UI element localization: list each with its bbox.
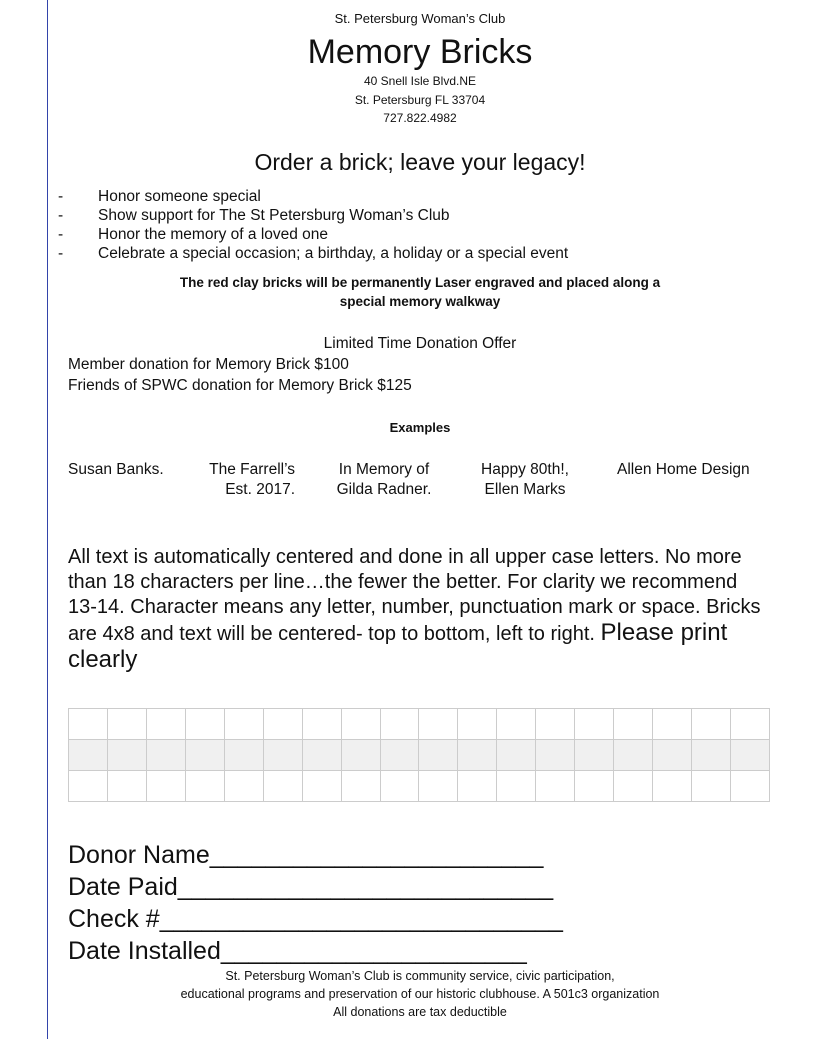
grid-cell[interactable] [536,740,575,771]
example-item [322,460,446,500]
examples-heading: Examples [389,420,451,435]
grid-cell[interactable] [653,709,692,740]
grid-cell[interactable] [692,771,731,802]
grid-cell[interactable] [614,709,653,740]
grid-cell[interactable] [575,709,614,740]
address-line-2: St. Petersburg FL 33704 [354,93,486,107]
instructions-paragraph [68,545,768,674]
member-price: Member donation for Memory Brick $100 [68,356,349,373]
reasons-list [58,187,758,263]
grid-cell[interactable] [263,740,302,771]
list-item [58,244,758,263]
list-item-text: Celebrate a special occasion; a birthday, a holiday or a special event [98,245,569,262]
print-clearly-note: Please print clearly [68,619,728,673]
example-line-1: Happy 80th!, [481,461,569,478]
grid-cell[interactable] [146,771,185,802]
example-item [617,460,750,480]
grid-cell[interactable] [224,709,263,740]
grid-cell[interactable] [575,771,614,802]
grid-cell[interactable] [341,709,380,740]
grid-cell[interactable] [185,709,224,740]
example-line-1: The Farrell’s [209,461,295,478]
example-line-2: Est. 2017. [225,481,295,498]
grid-cell[interactable] [146,709,185,740]
grid-cell[interactable] [107,709,146,740]
bullet-dash: - [58,245,64,262]
donor-name-field[interactable]: Donor Name________________________ [68,841,544,869]
grid-row [69,709,770,740]
grid-cell[interactable] [107,740,146,771]
page-title: Memory Bricks [307,33,533,71]
example-line-2: Ellen Marks [484,481,566,498]
grid-cell[interactable] [69,709,108,740]
grid-cell[interactable] [185,740,224,771]
grid-cell[interactable] [419,771,458,802]
bullet-dash: - [58,207,64,224]
grid-cell[interactable] [263,771,302,802]
club-name: St. Petersburg Woman’s Club [334,11,506,26]
grid-cell[interactable] [497,740,536,771]
grid-cell[interactable] [341,740,380,771]
grid-cell[interactable] [458,709,497,740]
engraving-note-line-2: special memory walkway [339,294,501,309]
example-item [68,460,164,480]
example-line-2: Gilda Radner. [336,481,432,498]
grid-row [69,771,770,802]
grid-cell[interactable] [614,740,653,771]
example-line-1: Susan Banks. [68,461,164,478]
grid-cell[interactable] [224,771,263,802]
example-line-1: In Memory of [338,461,430,478]
grid-cell[interactable] [302,709,341,740]
grid-cell[interactable] [497,709,536,740]
grid-cell[interactable] [263,709,302,740]
grid-cell[interactable] [614,771,653,802]
list-item-text: Honor the memory of a loved one [98,226,329,243]
footer-line-3: All donations are tax deductible [333,1005,507,1019]
grid-cell[interactable] [302,740,341,771]
bullet-dash: - [58,188,64,205]
grid-cell[interactable] [419,709,458,740]
grid-cell[interactable] [69,771,108,802]
grid-cell[interactable] [497,771,536,802]
brick-text-grid[interactable] [68,708,770,802]
grid-cell[interactable] [341,771,380,802]
grid-cell[interactable] [730,771,769,802]
list-item [58,206,758,225]
grid-cell[interactable] [653,740,692,771]
grid-cell[interactable] [458,740,497,771]
grid-cell[interactable] [69,740,108,771]
grid-cell[interactable] [380,709,419,740]
grid-cell[interactable] [419,740,458,771]
grid-cell[interactable] [730,709,769,740]
page-left-border [47,0,48,1039]
bullet-dash: - [58,226,64,243]
example-item [195,460,295,500]
list-item [58,187,758,206]
grid-cell[interactable] [224,740,263,771]
list-item [58,225,758,244]
instructions-text: All text is automatically centered and done in all upper case letters. No more than 18 characters per line…the fewer the better. For clarity we recommend 13-14. Character means any letter, number, punctuation mark or space. Bricks are 4x8 and text will be centered- top to bottom, left to right. [68,546,761,645]
grid-cell[interactable] [458,771,497,802]
grid-cell[interactable] [575,740,614,771]
example-item [465,460,585,500]
grid-cell[interactable] [302,771,341,802]
grid-cell[interactable] [536,709,575,740]
grid-cell[interactable] [536,771,575,802]
friends-price: Friends of SPWC donation for Memory Brick $125 [68,377,412,394]
engraving-note-line-1: The red clay bricks will be permanently Laser engraved and placed along a [179,275,661,290]
offer-heading: Limited Time Donation Offer [323,335,517,352]
tagline: Order a brick; leave your legacy! [254,149,586,175]
grid-cell[interactable] [692,740,731,771]
date-paid-field[interactable]: Date Paid___________________________ [68,873,554,901]
grid-row [69,740,770,771]
grid-cell[interactable] [380,740,419,771]
grid-cell[interactable] [692,709,731,740]
example-line-1: Allen Home Design [617,461,750,478]
footer-line-2: educational programs and preservation of our historic clubhouse. A 501c3 organization [180,987,660,1001]
grid-cell[interactable] [146,740,185,771]
footer-line-1: St. Petersburg Woman’s Club is community service, civic participation, [225,969,615,983]
grid-cell[interactable] [107,771,146,802]
grid-cell[interactable] [185,771,224,802]
grid-cell[interactable] [380,771,419,802]
check-number-field[interactable]: Check #_____________________________ [68,905,563,933]
phone-number: 727.822.4982 [383,111,457,125]
grid-cell[interactable] [653,771,692,802]
grid-cell[interactable] [730,740,769,771]
date-installed-field[interactable]: Date Installed______________________ [68,937,527,965]
list-item-text: Show support for The St Petersburg Woman’s Club [98,207,450,224]
engraving-note [60,273,780,311]
address-line-1: 40 Snell Isle Blvd.NE [363,74,477,88]
list-item-text: Honor someone special [98,188,261,205]
